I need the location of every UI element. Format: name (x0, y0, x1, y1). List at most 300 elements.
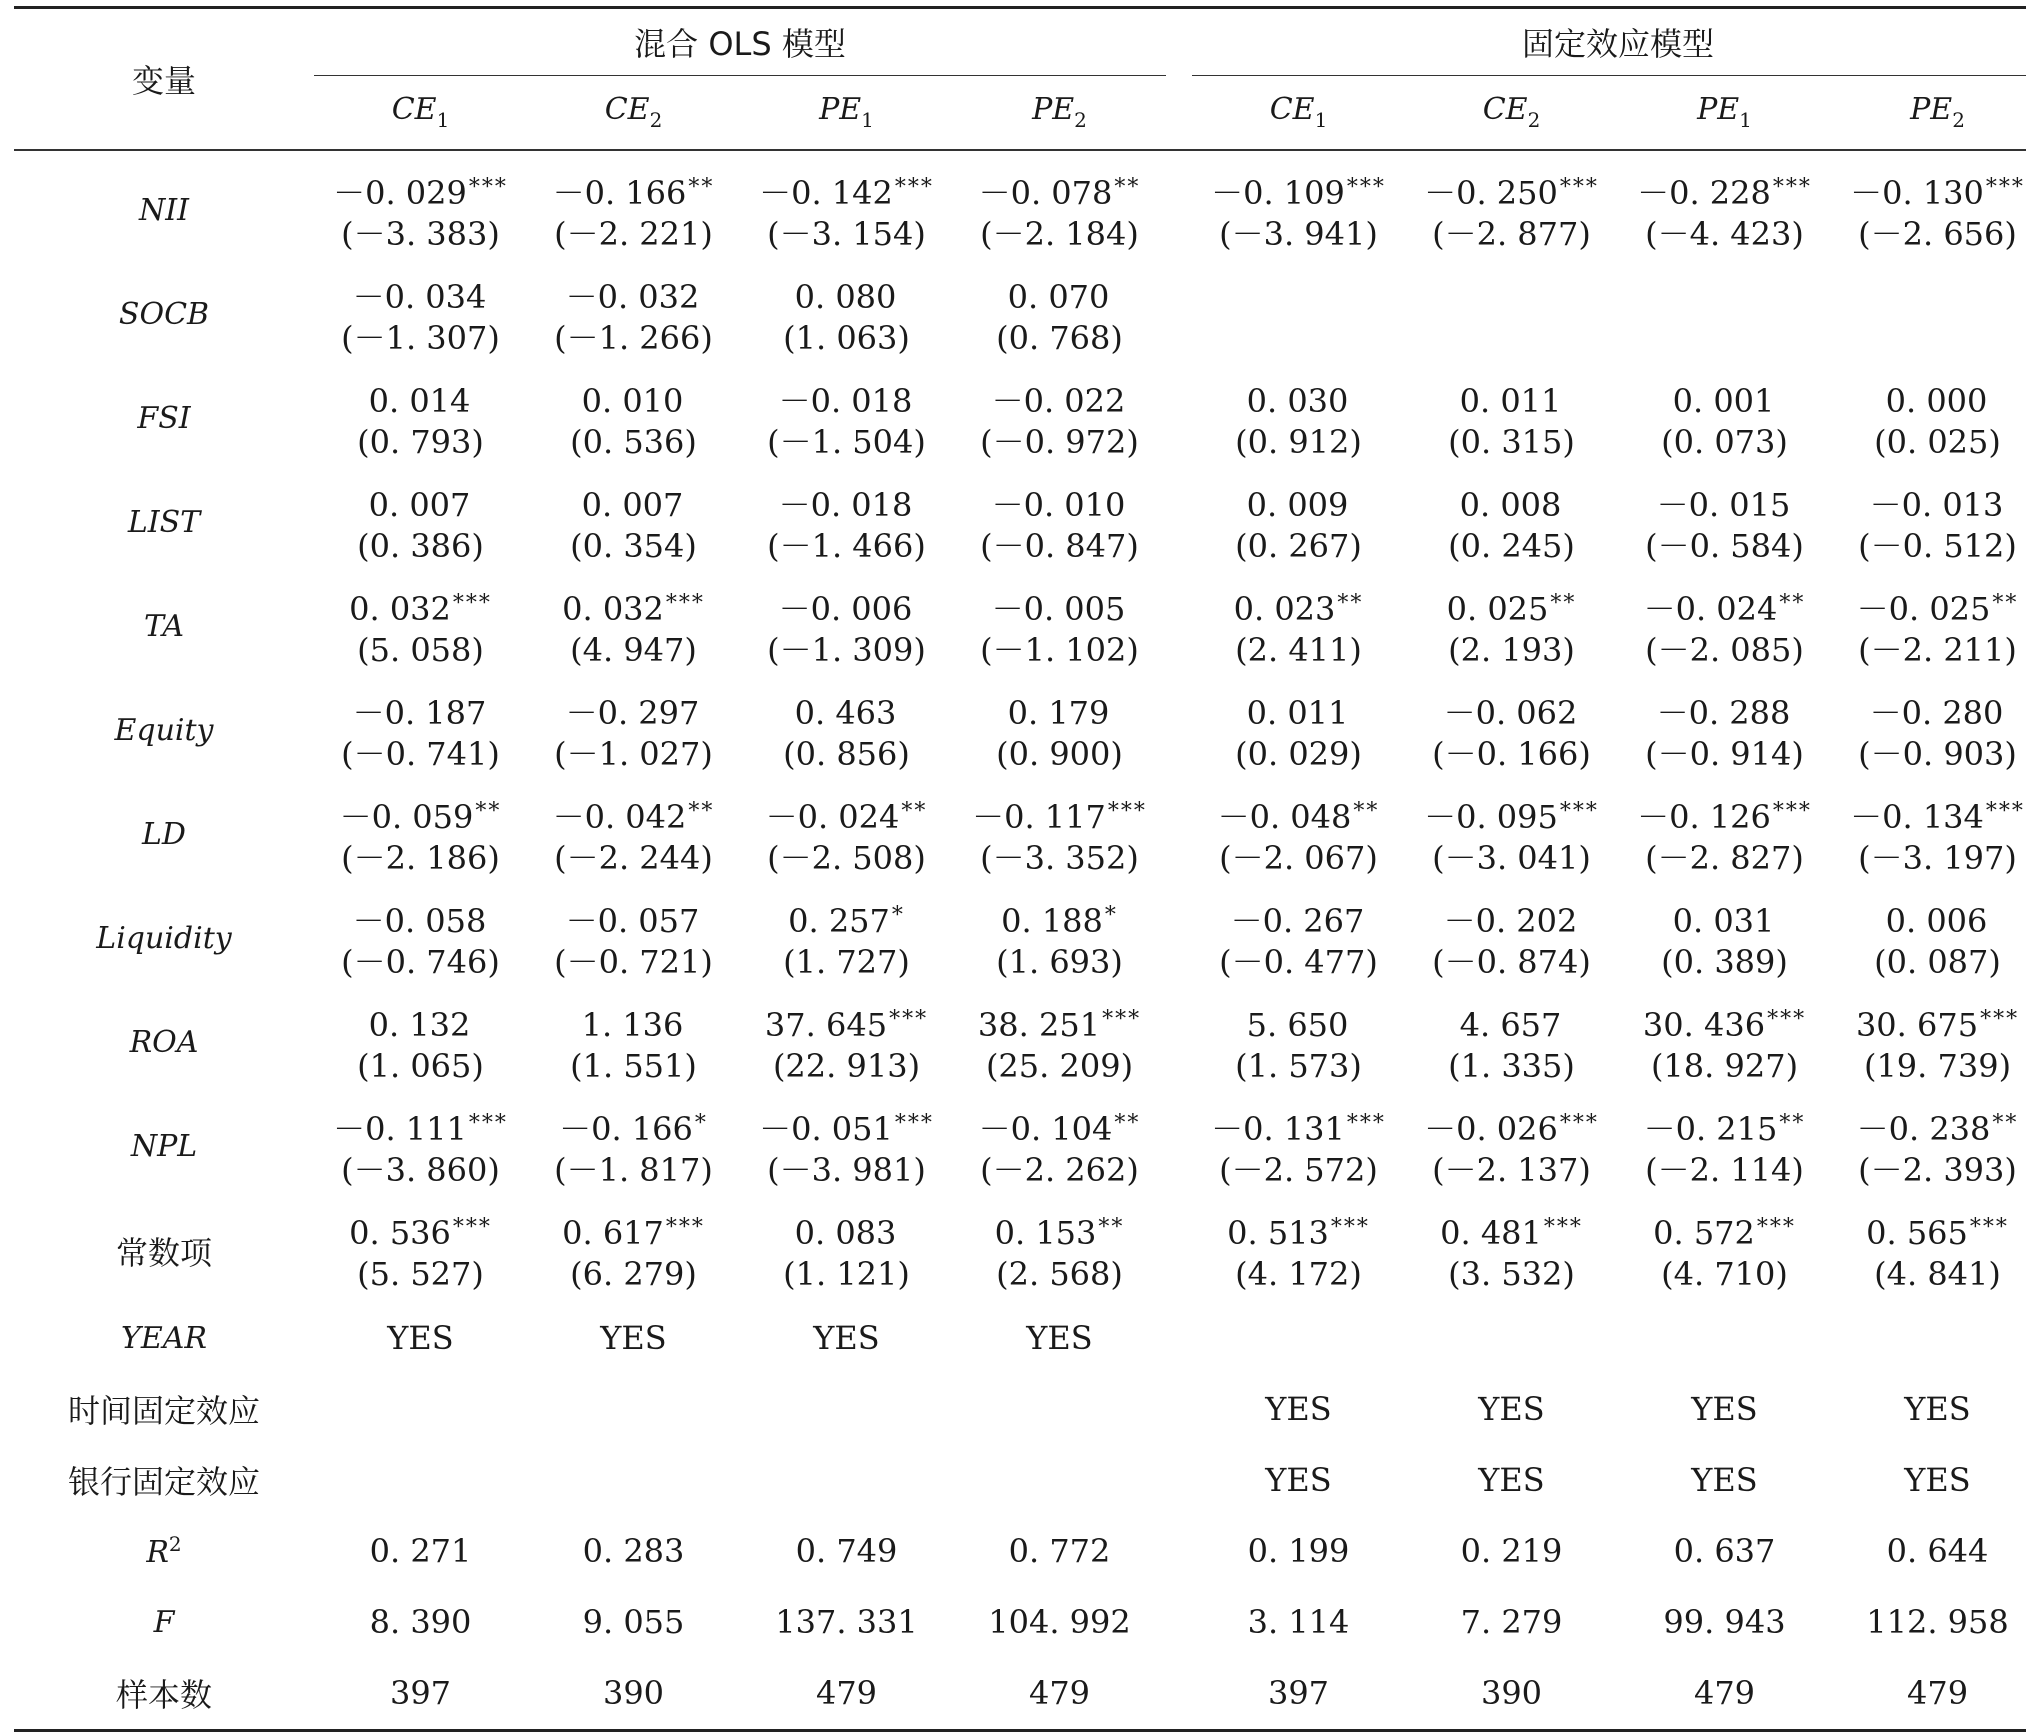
table-cell (740, 679, 953, 783)
significance-stars: * (891, 902, 905, 928)
coefficient-value: －0. 024 (765, 797, 900, 836)
coef-line (1831, 291, 2026, 338)
coefficient-value: 0. 257 (788, 901, 890, 940)
table-row (14, 575, 2026, 679)
table-cell (314, 1095, 527, 1199)
table-cell (1831, 991, 2026, 1095)
table-cell (953, 150, 1166, 263)
variable-header: 变量 (14, 8, 314, 150)
t-statistic: (18. 927) (1650, 1046, 1799, 1085)
coef-line (314, 1103, 527, 1150)
coef-line (314, 479, 527, 526)
column-header-subscript: 1 (436, 108, 450, 133)
table-cell (740, 367, 953, 471)
row-label-text: YEAR (121, 1320, 207, 1356)
table-cell: YES (387, 1319, 454, 1357)
t-statistic: (－1. 266) (554, 318, 713, 357)
coef-line (1405, 999, 1618, 1046)
t-statistic: (－0. 903) (1858, 734, 2017, 773)
table-cell: 0. 644 (1886, 1532, 1989, 1570)
column-gap (1166, 1516, 1192, 1587)
table-row (14, 150, 2026, 263)
table-cell (527, 887, 740, 991)
coef-line (1831, 479, 2026, 526)
table-cell (1831, 575, 2026, 679)
coefficient-value: －0. 024 (1643, 589, 1778, 628)
coefficient-value: －0. 026 (1424, 1109, 1558, 1148)
t-statistic: (1. 573) (1235, 1046, 1362, 1085)
coefficient-value: －0. 109 (1211, 173, 1345, 212)
coef-line (527, 687, 740, 734)
coef-line (1405, 1207, 1618, 1254)
coef-line (1405, 375, 1618, 422)
coef-line (1618, 895, 1831, 942)
t-statistic: (0. 768) (996, 318, 1123, 357)
significance-stars: ** (688, 174, 715, 200)
coefficient-value: 0. 011 (1246, 693, 1349, 732)
t-statistic: (19. 739) (1863, 1046, 2012, 1085)
significance-stars: *** (665, 590, 705, 616)
t-statistic: (－0. 512) (1858, 526, 2017, 565)
column-header (1405, 76, 1618, 150)
t-statistic: (1. 063) (783, 318, 910, 357)
table-cell (1831, 679, 2026, 783)
coefficient-value: 0. 565 (1866, 1213, 1968, 1252)
coef-line (1618, 999, 1831, 1046)
coefficient-value: －0. 250 (1424, 173, 1558, 212)
table-cell (314, 367, 527, 471)
coef-line (1192, 375, 1405, 422)
table-cell (1618, 1095, 1831, 1199)
table-cell (1618, 679, 1831, 783)
coef-line (1405, 583, 1618, 630)
coef-line (1618, 687, 1831, 734)
coefficient-value: 0. 025 (1446, 589, 1549, 628)
significance-stars: *** (1346, 1110, 1386, 1136)
significance-stars: *** (452, 590, 492, 616)
table-cell (314, 1445, 527, 1516)
table-cell (740, 1095, 953, 1199)
coef-line (1831, 1207, 2026, 1254)
coefficient-value: 0. 008 (1459, 485, 1562, 524)
coefficient-value: －0. 131 (1211, 1109, 1345, 1148)
coef-line (1618, 167, 1831, 214)
significance-stars: *** (1559, 798, 1599, 824)
coef-line (1405, 687, 1618, 734)
coefficient-value: －0. 032 (565, 277, 700, 316)
column-header-subscript: 1 (1739, 108, 1752, 133)
table-row (14, 679, 2026, 783)
coefficient-value: －0. 280 (1869, 693, 2004, 732)
coef-line (314, 1207, 527, 1254)
coef-line (1618, 583, 1831, 630)
coefficient-value: 0. 132 (368, 1005, 471, 1044)
coef-line (953, 791, 1166, 838)
t-statistic: (0. 386) (357, 526, 484, 565)
significance-stars: *** (1107, 798, 1147, 824)
significance-stars: *** (1346, 174, 1386, 200)
table-cell (1192, 367, 1405, 471)
coef-line (1831, 791, 2026, 838)
coef-line (1618, 791, 1831, 838)
coefficient-value: 1. 136 (581, 1005, 684, 1044)
column-gap (1166, 1374, 1192, 1445)
table-cell: YES (1904, 1390, 1971, 1428)
table-cell: YES (1691, 1390, 1758, 1428)
table-cell: 0. 271 (369, 1532, 472, 1570)
t-statistic: (1. 693) (996, 942, 1123, 981)
significance-stars: ** (1550, 590, 1577, 616)
table-cell (1405, 575, 1618, 679)
coef-line (740, 271, 953, 318)
table-cell: 397 (314, 1658, 527, 1731)
t-statistic: (0. 354) (570, 526, 697, 565)
table-cell: YES (1026, 1319, 1093, 1357)
coef-line (1405, 791, 1618, 838)
column-header-base: PE (819, 92, 862, 128)
coefficient-value: －0. 010 (991, 485, 1126, 524)
t-statistic: (－3. 860) (341, 1150, 500, 1189)
table-cell (1192, 1303, 1405, 1374)
table-body (14, 150, 2026, 1731)
coef-line (953, 167, 1166, 214)
t-statistic: (6. 279) (570, 1254, 697, 1293)
t-statistic: (－2. 186) (341, 838, 500, 877)
significance-stars: *** (665, 1214, 705, 1240)
t-statistic: (0. 029) (1235, 734, 1362, 773)
table-cell (953, 991, 1166, 1095)
coefficient-value: －0. 058 (352, 901, 487, 940)
coefficient-value: 0. 030 (1246, 381, 1349, 420)
coefficient-value: 0. 031 (1672, 901, 1775, 940)
table-cell: 479 (740, 1658, 953, 1731)
table-cell (1405, 991, 1618, 1095)
coef-line (1618, 375, 1831, 422)
table-row (14, 1095, 2026, 1199)
coef-line (527, 895, 740, 942)
table-row (14, 1199, 2026, 1303)
table-cell (1618, 263, 1831, 367)
table-cell (1192, 783, 1405, 887)
t-statistic: (5. 058) (357, 630, 484, 669)
significance-stars: ** (1114, 174, 1141, 200)
significance-stars: *** (1559, 174, 1599, 200)
table-cell (314, 471, 527, 575)
table-cell (1192, 991, 1405, 1095)
table-cell (1405, 263, 1618, 367)
table-cell (527, 575, 740, 679)
column-gap (1166, 783, 1192, 887)
table-cell (740, 991, 953, 1095)
column-gap (1166, 887, 1192, 991)
coefficient-value: 0. 070 (1007, 277, 1110, 316)
coefficient-value: －0. 111 (333, 1109, 467, 1148)
table-cell (740, 1445, 953, 1516)
table-cell: 9. 055 (582, 1603, 685, 1641)
table-cell (1405, 783, 1618, 887)
t-statistic: (－0. 914) (1645, 734, 1804, 773)
column-header-subscript: 1 (861, 108, 874, 133)
table-cell: YES (600, 1319, 667, 1357)
coef-line (1405, 479, 1618, 526)
table-cell (953, 1374, 1166, 1445)
significance-stars: *** (1980, 1006, 2020, 1032)
coefficient-value: －0. 042 (552, 797, 687, 836)
coefficient-value: 0. 032 (562, 589, 664, 628)
coef-line (740, 1103, 953, 1150)
table-cell: YES (1478, 1390, 1545, 1428)
coefficient-value: －0. 187 (352, 693, 487, 732)
coef-line (1405, 1103, 1618, 1150)
coefficient-value: 0. 463 (794, 693, 897, 732)
coefficient-value: －0. 005 (991, 589, 1126, 628)
table-cell (740, 1199, 953, 1303)
coefficient-value: －0. 057 (565, 901, 700, 940)
table-cell (1405, 150, 1618, 263)
table-row (14, 367, 2026, 471)
coef-line (1192, 479, 1405, 526)
table-cell: 390 (1405, 1658, 1618, 1731)
coefficient-value: －0. 267 (1230, 901, 1365, 940)
row-label (14, 1445, 314, 1516)
coef-line (740, 375, 953, 422)
column-gap (1166, 1095, 1192, 1199)
coef-line (1831, 999, 2026, 1046)
t-statistic: (4. 710) (1661, 1254, 1788, 1293)
significance-stars: ** (1353, 798, 1380, 824)
t-statistic: (1. 121) (783, 1254, 910, 1293)
t-statistic: (－3. 154) (767, 214, 926, 253)
table-cell: 0. 749 (795, 1532, 898, 1570)
table-cell (1192, 575, 1405, 679)
t-statistic: (－2. 184) (980, 214, 1139, 253)
table-cell (314, 679, 527, 783)
t-statistic: (－1. 102) (980, 630, 1139, 669)
coefficient-value: －0. 238 (1856, 1109, 1991, 1148)
column-gap (1166, 679, 1192, 783)
significance-stars: ** (1098, 1214, 1125, 1240)
table-cell (527, 783, 740, 887)
coefficient-value: －0. 166 (552, 173, 687, 212)
coefficient-value: －0. 166 (559, 1109, 693, 1148)
t-statistic: (－2. 877) (1432, 214, 1591, 253)
significance-stars: ** (1992, 1110, 2019, 1136)
coef-line (953, 583, 1166, 630)
table-cell (953, 263, 1166, 367)
coefficient-value: 38. 251 (977, 1005, 1101, 1044)
column-header-subscript: 1 (1314, 108, 1328, 133)
coef-line (314, 687, 527, 734)
coefficient-value: 0. 179 (1007, 693, 1110, 732)
table-cell (953, 887, 1166, 991)
table-cell (953, 1095, 1166, 1199)
t-statistic: (－3. 981) (767, 1150, 926, 1189)
coefficient-value: 0. 007 (368, 485, 471, 524)
significance-stars: *** (1330, 1214, 1370, 1240)
coefficient-value: －0. 013 (1869, 485, 2004, 524)
coefficient-value: －0. 095 (1424, 797, 1558, 836)
table-cell (314, 887, 527, 991)
column-header (314, 76, 527, 150)
table-cell (953, 679, 1166, 783)
significance-stars: *** (1543, 1214, 1583, 1240)
coefficient-value: 0. 010 (581, 381, 684, 420)
significance-stars: ** (1114, 1110, 1141, 1136)
table-cell: 137. 331 (775, 1603, 918, 1641)
column-header (1618, 76, 1831, 150)
column-header-base: PE (1697, 92, 1740, 128)
t-statistic: (0. 025) (1874, 422, 2001, 461)
significance-stars: * (1104, 902, 1118, 928)
t-statistic: (－4. 423) (1645, 214, 1804, 253)
row-label: TA (143, 609, 185, 644)
row-label: ROA (129, 1025, 199, 1060)
table-cell: 8. 390 (369, 1603, 472, 1641)
coefficient-value: －0. 297 (565, 693, 700, 732)
t-statistic: (－0. 741) (341, 734, 500, 773)
coef-line (1192, 1207, 1405, 1254)
coefficient-value: 0. 007 (581, 485, 684, 524)
table-row (14, 783, 2026, 887)
significance-stars: ** (1779, 590, 1806, 616)
t-statistic: (1. 065) (357, 1046, 484, 1085)
significance-stars: *** (468, 174, 508, 200)
table-cell (1405, 679, 1618, 783)
t-statistic: (－0. 477) (1219, 942, 1378, 981)
regression-table-container (14, 6, 2025, 1732)
t-statistic: (0. 900) (996, 734, 1123, 773)
table-cell (527, 1199, 740, 1303)
coef-line (1405, 167, 1618, 214)
row-label-text: 银行固定效应 (67, 1463, 260, 1501)
coef-line (314, 791, 527, 838)
t-statistic: (0. 087) (1874, 942, 2001, 981)
t-statistic: (－3. 383) (341, 214, 500, 253)
coefficient-value: －0. 034 (352, 277, 487, 316)
group-header-fixed-effects: 固定效应模型 (1192, 8, 2026, 76)
table-cell (1618, 150, 1831, 263)
table-cell (527, 1095, 740, 1199)
table-cell (314, 991, 527, 1095)
t-statistic: (2. 193) (1448, 630, 1575, 669)
row-label: Liquidity (96, 921, 232, 956)
coefficient-value: －0. 215 (1643, 1109, 1778, 1148)
table-cell (1831, 783, 2026, 887)
coefficient-value: －0. 117 (972, 797, 1106, 836)
coefficient-value: －0. 025 (1856, 589, 1991, 628)
table-cell (1831, 263, 2026, 367)
t-statistic: (－2. 067) (1219, 838, 1378, 877)
row-label-text: 样本数 (115, 1676, 212, 1714)
coef-line (953, 895, 1166, 942)
table-cell (740, 263, 953, 367)
table-cell (1405, 1095, 1618, 1199)
summary-row (14, 1303, 2026, 1374)
table-cell (953, 575, 1166, 679)
coef-line (1618, 479, 1831, 526)
column-header (527, 76, 740, 150)
table-cell: 0. 199 (1247, 1532, 1350, 1570)
table-cell: 479 (1618, 1658, 1831, 1731)
table-cell (314, 575, 527, 679)
significance-stars: *** (889, 1006, 929, 1032)
table-cell (1831, 1199, 2026, 1303)
t-statistic: (0. 073) (1661, 422, 1788, 461)
t-statistic: (22. 913) (772, 1046, 921, 1085)
table-row (14, 887, 2026, 991)
coef-line (953, 687, 1166, 734)
column-header-base: PE (1910, 92, 1953, 128)
significance-stars: *** (1772, 174, 1812, 200)
row-label-superscript: 2 (168, 1532, 182, 1556)
column-header (1192, 76, 1405, 150)
row-label (14, 1587, 314, 1658)
coef-line (1618, 291, 1831, 338)
coef-line (1192, 1103, 1405, 1150)
column-gap (1166, 367, 1192, 471)
coef-line (314, 271, 527, 318)
table-cell (1618, 367, 1831, 471)
coef-line (314, 999, 527, 1046)
table-cell: 112. 958 (1866, 1603, 2009, 1641)
table-cell (953, 1199, 1166, 1303)
coefficient-value: －0. 018 (778, 485, 913, 524)
t-statistic: (－0. 584) (1645, 526, 1804, 565)
row-label: NPL (130, 1129, 198, 1164)
row-label: NII (139, 193, 189, 228)
column-header-base: PE (1032, 92, 1075, 128)
table-cell: 397 (1192, 1658, 1405, 1731)
table-cell (1405, 1303, 1618, 1374)
table-cell: 479 (1831, 1658, 2026, 1731)
significance-stars: *** (1985, 174, 2025, 200)
row-label-text: 时间固定效应 (67, 1392, 260, 1430)
table-cell: YES (1265, 1390, 1332, 1428)
row-label (14, 1374, 314, 1445)
table-cell (740, 783, 953, 887)
table-cell: YES (1691, 1461, 1758, 1499)
t-statistic: (－0. 874) (1432, 942, 1591, 981)
t-statistic: (0. 536) (570, 422, 697, 461)
table-cell (527, 471, 740, 575)
coef-line (1192, 583, 1405, 630)
coef-line (1831, 687, 2026, 734)
coefficient-value: －0. 018 (778, 381, 913, 420)
column-header-subscript: 2 (1527, 108, 1541, 133)
group-header-row (14, 8, 2026, 76)
t-statistic: (0. 315) (1448, 422, 1575, 461)
column-gap (1166, 1199, 1192, 1303)
coef-line (527, 1103, 740, 1150)
t-statistic: (－2. 137) (1432, 1150, 1591, 1189)
significance-stars: *** (1772, 798, 1812, 824)
coefficient-value: 0. 023 (1233, 589, 1336, 628)
significance-stars: ** (688, 798, 715, 824)
coefficient-value: 0. 001 (1672, 381, 1775, 420)
significance-stars: *** (1985, 798, 2025, 824)
coef-line (740, 687, 953, 734)
coef-line (953, 271, 1166, 318)
column-gap (1166, 991, 1192, 1095)
t-statistic: (0. 389) (1661, 942, 1788, 981)
significance-stars: *** (1767, 1006, 1807, 1032)
table-cell (527, 150, 740, 263)
t-statistic: (－0. 847) (980, 526, 1139, 565)
t-statistic: (－0. 166) (1432, 734, 1591, 773)
coef-line (740, 999, 953, 1046)
table-cell (740, 471, 953, 575)
t-statistic: (－1. 817) (554, 1150, 713, 1189)
